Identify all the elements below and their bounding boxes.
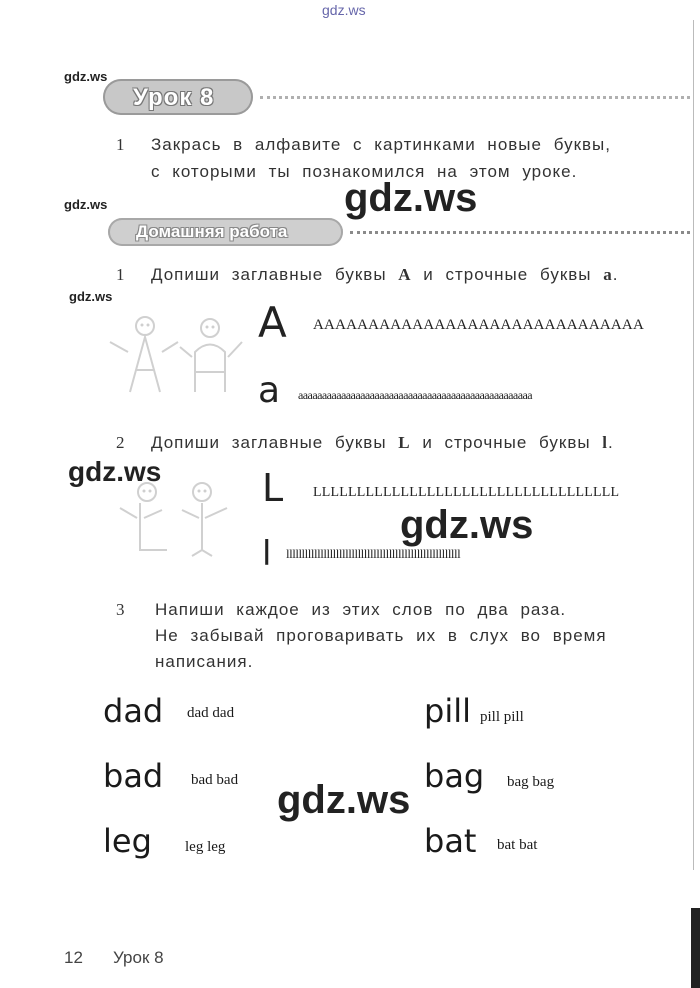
big-letter-upper-l: L: [262, 466, 284, 510]
word-bat: bat: [424, 822, 477, 860]
word-dad: dad: [103, 692, 164, 730]
letter-row-upper-l: LLLLLLLLLLLLLLLLLLLLLLLLLLLLLLLLLLL: [313, 485, 620, 500]
hw-task1-instruction: Допиши заглавные буквы A и строчные буквы a.: [151, 265, 619, 284]
homework-header-dots: [350, 231, 690, 234]
homework-header-badge: [108, 218, 343, 246]
watermark-small: gdz.ws: [64, 69, 108, 84]
letter-characters-illustration-a: [100, 312, 250, 397]
big-letter-lower-a: a: [258, 370, 281, 411]
written-bag: bag bag: [507, 774, 555, 790]
letter-row-upper-a: AAAAAAAAAAAAAAAAAAAAAAAAAAAAAA: [313, 317, 644, 333]
word-pill: pill: [424, 692, 471, 730]
lesson-header-text: Урок 8: [133, 84, 215, 111]
written-pill: pill pill: [480, 709, 524, 725]
letter-row-lower-l: llllllllllllllllllllllllllllllllllllllllllllllllllllllll: [286, 546, 461, 561]
word-bag: bag: [424, 757, 485, 795]
letter-row-lower-a: aaaaaaaaaaaaaaaaaaaaaaaaaaaaaaaaaaaaaaaaaaaaaaaaa: [298, 388, 533, 402]
lesson-header-badge: [103, 79, 253, 115]
written-dad: dad dad: [187, 705, 235, 721]
letter-characters-illustration-l: [112, 478, 242, 558]
page-edge-line: [693, 20, 694, 870]
watermark-big: gdz.ws: [400, 503, 534, 547]
hw-task2-number: 2: [116, 433, 125, 452]
class-task-line2: с которыми ты познакомился на этом уроке.: [151, 162, 578, 181]
footer-lesson: Урок 8: [113, 948, 164, 967]
watermark-top: gdz.ws: [322, 2, 366, 18]
written-bad: bad bad: [191, 772, 239, 788]
written-leg: leg leg: [185, 839, 226, 855]
lesson-header-dots: [260, 96, 690, 99]
homework-header-text: Домашняя работа: [136, 222, 288, 241]
big-letter-lower-l: l: [262, 534, 272, 574]
watermark-big: gdz.ws: [277, 778, 411, 822]
hw-task3-line2: Не забывай проговаривать их в слух во время: [155, 626, 607, 645]
class-task-line1: Закрась в алфавите с картинками новые буквы,: [151, 135, 611, 154]
page-edge-bar: [691, 908, 700, 988]
class-task-number: 1: [116, 135, 125, 154]
page-number: 12: [64, 948, 83, 967]
hw-task1-number: 1: [116, 265, 125, 284]
word-bad: bad: [103, 757, 164, 795]
hw-task3-number: 3: [116, 600, 125, 619]
watermark-big: gdz.ws: [344, 176, 478, 220]
word-leg: leg: [103, 822, 152, 860]
big-letter-upper-a: A: [258, 298, 287, 347]
written-bat: bat bat: [497, 837, 538, 853]
hw-task3-line1: Напиши каждое из этих слов по два раза.: [155, 600, 567, 619]
watermark-medium: gdz.ws: [68, 456, 162, 487]
hw-task2-instruction: Допиши заглавные буквы L и строчные буквы l.: [151, 433, 614, 452]
watermark-small: gdz.ws: [69, 289, 113, 304]
watermark-small: gdz.ws: [64, 197, 108, 212]
hw-task3-line3: написания.: [155, 652, 254, 671]
